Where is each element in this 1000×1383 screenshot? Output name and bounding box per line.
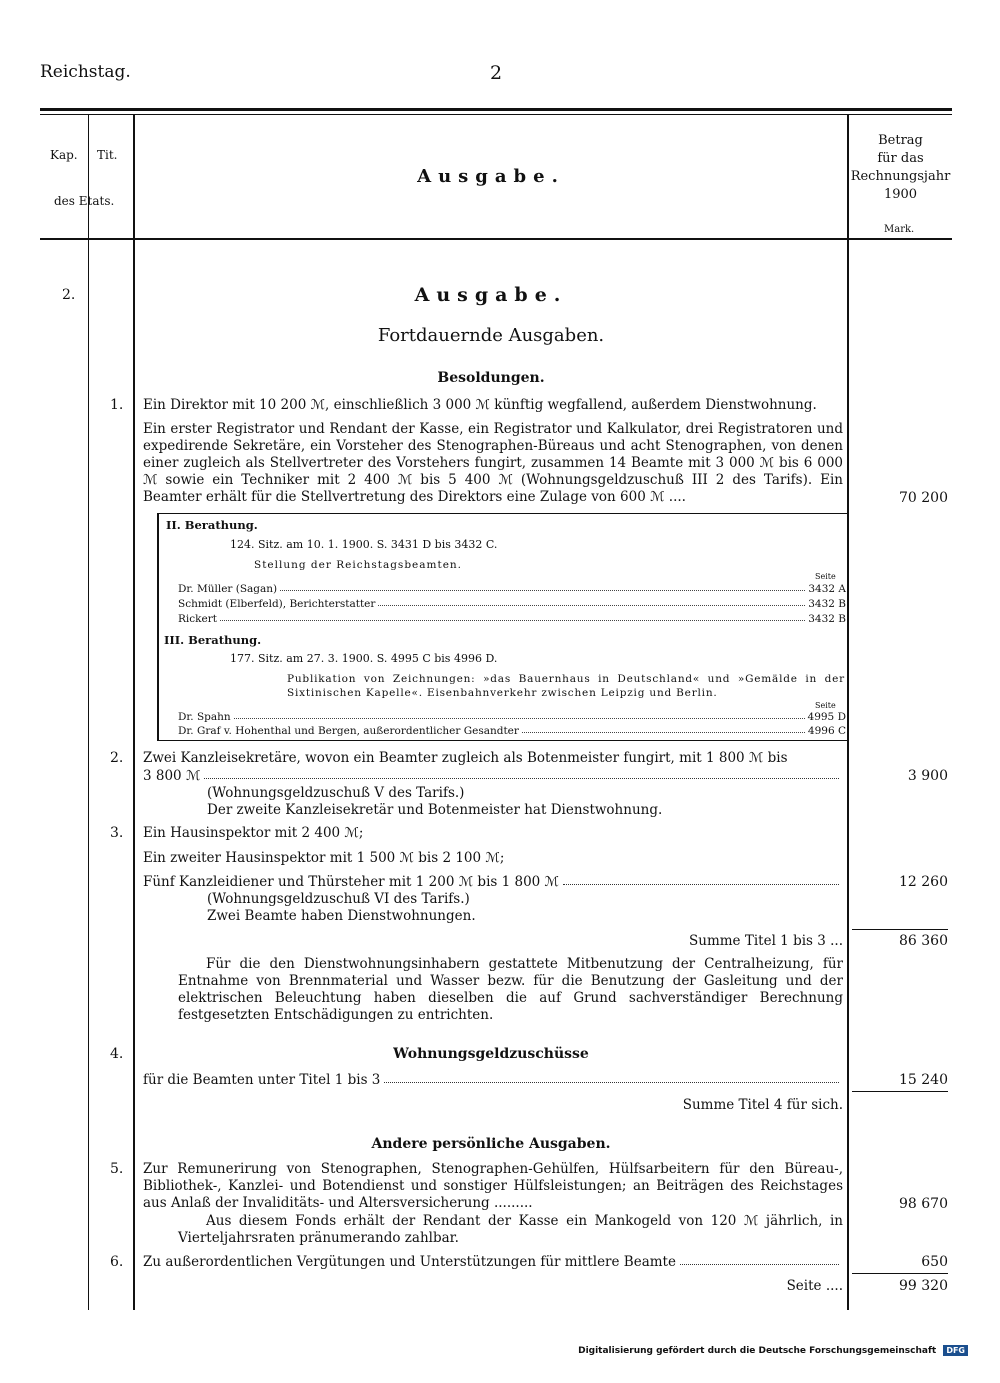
berathung-2-title: II. Berathung. <box>166 518 258 532</box>
titel-5-amount: 98 670 <box>899 1196 948 1212</box>
titel-6-line-text: Zu außerordentlichen Vergütungen und Unterstützungen für mittlere Beamte <box>143 1254 676 1270</box>
section-title: Ausgabe. <box>414 284 568 306</box>
titel-6-number: 6. <box>110 1254 124 1270</box>
titel-3-line-3-text: Fünf Kanzleidiener und Thürsteher mit 1 200 ℳ bis 1 800 ℳ <box>143 874 559 890</box>
heizung-note: Für die den Dienstwohnungsinhabern gestattete Mitbenutzung der Centralheizung, für Entnahme von Brennmaterial und Wasser bezw. für die Benutzung der Gasleitung und der elektrischen Beleuchtung haben dieselben die auf Grund sachverständiger Berechnung festgesetzten Entschädigungen zu entrichten. <box>178 956 843 1023</box>
titel-6-line <box>143 1254 843 1270</box>
ref-entry <box>178 613 846 625</box>
seite-label-2: Seite <box>815 701 836 710</box>
ref-name: Rickert <box>178 613 217 625</box>
titel-2-note-2: Der zweite Kanzleisekretär und Botenmeister hat Dienstwohnung. <box>207 802 663 818</box>
ref-name: Dr. Müller (Sagan) <box>178 583 278 595</box>
unit-label: Mark. <box>884 224 915 235</box>
heading-besoldungen: Besoldungen. <box>437 370 545 386</box>
total-rule <box>852 1273 948 1274</box>
digitization-footer <box>578 1345 968 1356</box>
kapitel-number: 2. <box>62 287 76 303</box>
titel-6-amount: 650 <box>921 1254 948 1270</box>
col-head-des-etats: des Etats. <box>54 194 115 208</box>
berathung-3-title: III. Berathung. <box>164 633 262 647</box>
berathung-3-topic: Publikation von Zeichnungen: »das Bauernhaus in Deutschland« und »Gemälde in der Sixtinischen Kapelle«. Eisenbahnverkehr zwischen Leipzig und Berlin. <box>287 673 845 699</box>
sum-rule <box>852 929 948 930</box>
titel-4-number: 4. <box>110 1046 124 1062</box>
titel-5-paragraph: Zur Remunerirung von Stenographen, Stenographen-Gehülfen, Hülfsarbeitern für den Büreau-, Bibliothek-, Kanzlei- und Botendienst und sonstiger Hülfsleistungen; an Beiträgen des Reichstages aus Anlaß der Invaliditäts- und Altersversicherung ......... <box>143 1161 843 1211</box>
ref-page: 3432 B <box>808 613 846 625</box>
titel-2-line-2 <box>143 768 843 784</box>
titel-1-paragraph: Ein erster Registrator und Rendant der Kasse, ein Registrator und Kalkulator, drei Registratoren und expedirende Sekretäre, ein Vorsteher des Stenographen-Büreaus und acht Stenographen, von denen einer zugleich als Stellvertreter des Vorstehers fungirt, zusammen 14 Beamte mit 3 000 ℳ bis 6 000 ℳ sowie ein Techniker mit 2 400 ℳ bis 5 400 ℳ (Wohnungsgeldzuschuß III 2 des Tarifs). Ein Beamter erhält für die Stellvertretung des Direktors eine Zulage von 600 ℳ .... <box>143 421 843 505</box>
top-rule-thin <box>40 114 952 115</box>
footer-text: Digitalisierung gefördert durch die Deutsche Forschungsgemeinschaft <box>578 1346 937 1356</box>
berathung-2-session: 124. Sitz. am 10. 1. 1900. S. 3431 D bis 3432 C. <box>230 538 498 551</box>
sum-rule <box>852 1091 948 1092</box>
titel-3-line-2: Ein zweiter Hausinspektor mit 1 500 ℳ bis 2 100 ℳ; <box>143 850 505 866</box>
titel-3-note-1: (Wohnungsgeldzuschuß VI des Tarifs.) <box>207 891 470 907</box>
titel-2-number: 2. <box>110 750 124 766</box>
titel-5-note: Aus diesem Fonds erhält der Rendant der Kasse ein Mankogeld von 120 ℳ jährlich, in Vierteljahrsraten pränumerando zahlbar. <box>178 1213 843 1246</box>
seite-total-label: Seite .... <box>786 1278 843 1294</box>
titel-2-amount: 3 900 <box>907 768 948 784</box>
titel-3-note-2: Zwei Beamte haben Dienstwohnungen. <box>207 908 476 924</box>
ref-name: Dr. Graf v. Hohenthal und Bergen, außerordentlicher Gesandter <box>178 725 519 737</box>
ref-entry <box>178 583 846 595</box>
page-number: 2 <box>490 62 503 84</box>
heading-andere: Andere persönliche Ausgaben. <box>371 1136 611 1152</box>
ref-page: 4996 C <box>807 725 846 737</box>
titel-4-line-text: für die Beamten unter Titel 1 bis 3 <box>143 1072 381 1088</box>
titel-5-number: 5. <box>110 1161 124 1177</box>
ref-name: Dr. Spahn <box>178 711 231 723</box>
ref-page: 3432 B <box>808 598 846 610</box>
col-head-amount: Betrag für das Rechnungsjahr 1900 <box>850 133 951 202</box>
summe-1-3-amount: 86 360 <box>899 933 948 949</box>
titel-3-number: 3. <box>110 825 124 841</box>
titel-3-amount: 12 260 <box>899 874 948 890</box>
seite-label-1: Seite <box>815 572 836 581</box>
top-rule-thick <box>40 108 952 111</box>
ref-page: 4995 D <box>807 711 846 723</box>
titel-2-line-1: Zwei Kanzleisekretäre, wovon ein Beamter zugleich als Botenmeister fungirt, mit 1 800 ℳ bis <box>143 750 788 766</box>
berathung-2-topic: Stellung der Reichstagsbeamten. <box>254 559 463 571</box>
col-sep-kap-tit <box>88 115 89 1310</box>
heading-wohnungsgeld: Wohnungsgeldzuschüsse <box>393 1046 589 1062</box>
col-head-tit: Tit. <box>97 148 118 162</box>
ref-entry <box>178 725 846 737</box>
summe-1-3-label: Summe Titel 1 bis 3 ... <box>689 933 843 949</box>
table-title: Ausgabe. <box>417 166 565 187</box>
ref-name: Schmidt (Elberfeld), Berichterstatter <box>178 598 376 610</box>
ref-entry <box>178 598 846 610</box>
titel-2-line-2-text: 3 800 ℳ <box>143 768 201 784</box>
berathung-3-session: 177. Sitz. am 27. 3. 1900. S. 4995 C bis 4996 D. <box>230 652 498 665</box>
ref-page: 3432 A <box>808 583 846 595</box>
titel-4-amount: 15 240 <box>899 1072 948 1088</box>
col-head-kap: Kap. <box>50 148 78 162</box>
running-head: Reichstag. <box>40 62 131 82</box>
titel-1-number: 1. <box>110 397 124 413</box>
ref-entry <box>178 711 846 723</box>
titel-1-line: Ein Direktor mit 10 200 ℳ, einschließlich 3 000 ℳ künftig wegfallend, außerdem Dienstwohnung. <box>143 397 817 413</box>
titel-2-note-1: (Wohnungsgeldzuschuß V des Tarifs.) <box>207 785 465 801</box>
titel-1-amount: 70 200 <box>899 490 948 506</box>
titel-4-line <box>143 1072 843 1088</box>
titel-3-line-3 <box>143 874 843 890</box>
dfg-logo: DFG <box>943 1345 968 1356</box>
titel-4-summe: Summe Titel 4 für sich. <box>682 1097 843 1113</box>
section-subtitle: Fortdauernde Ausgaben. <box>377 325 605 346</box>
seite-total-amount: 99 320 <box>899 1278 948 1294</box>
titel-3-line-1: Ein Hausinspektor mit 2 400 ℳ; <box>143 825 364 841</box>
head-bottom-rule <box>40 238 952 240</box>
